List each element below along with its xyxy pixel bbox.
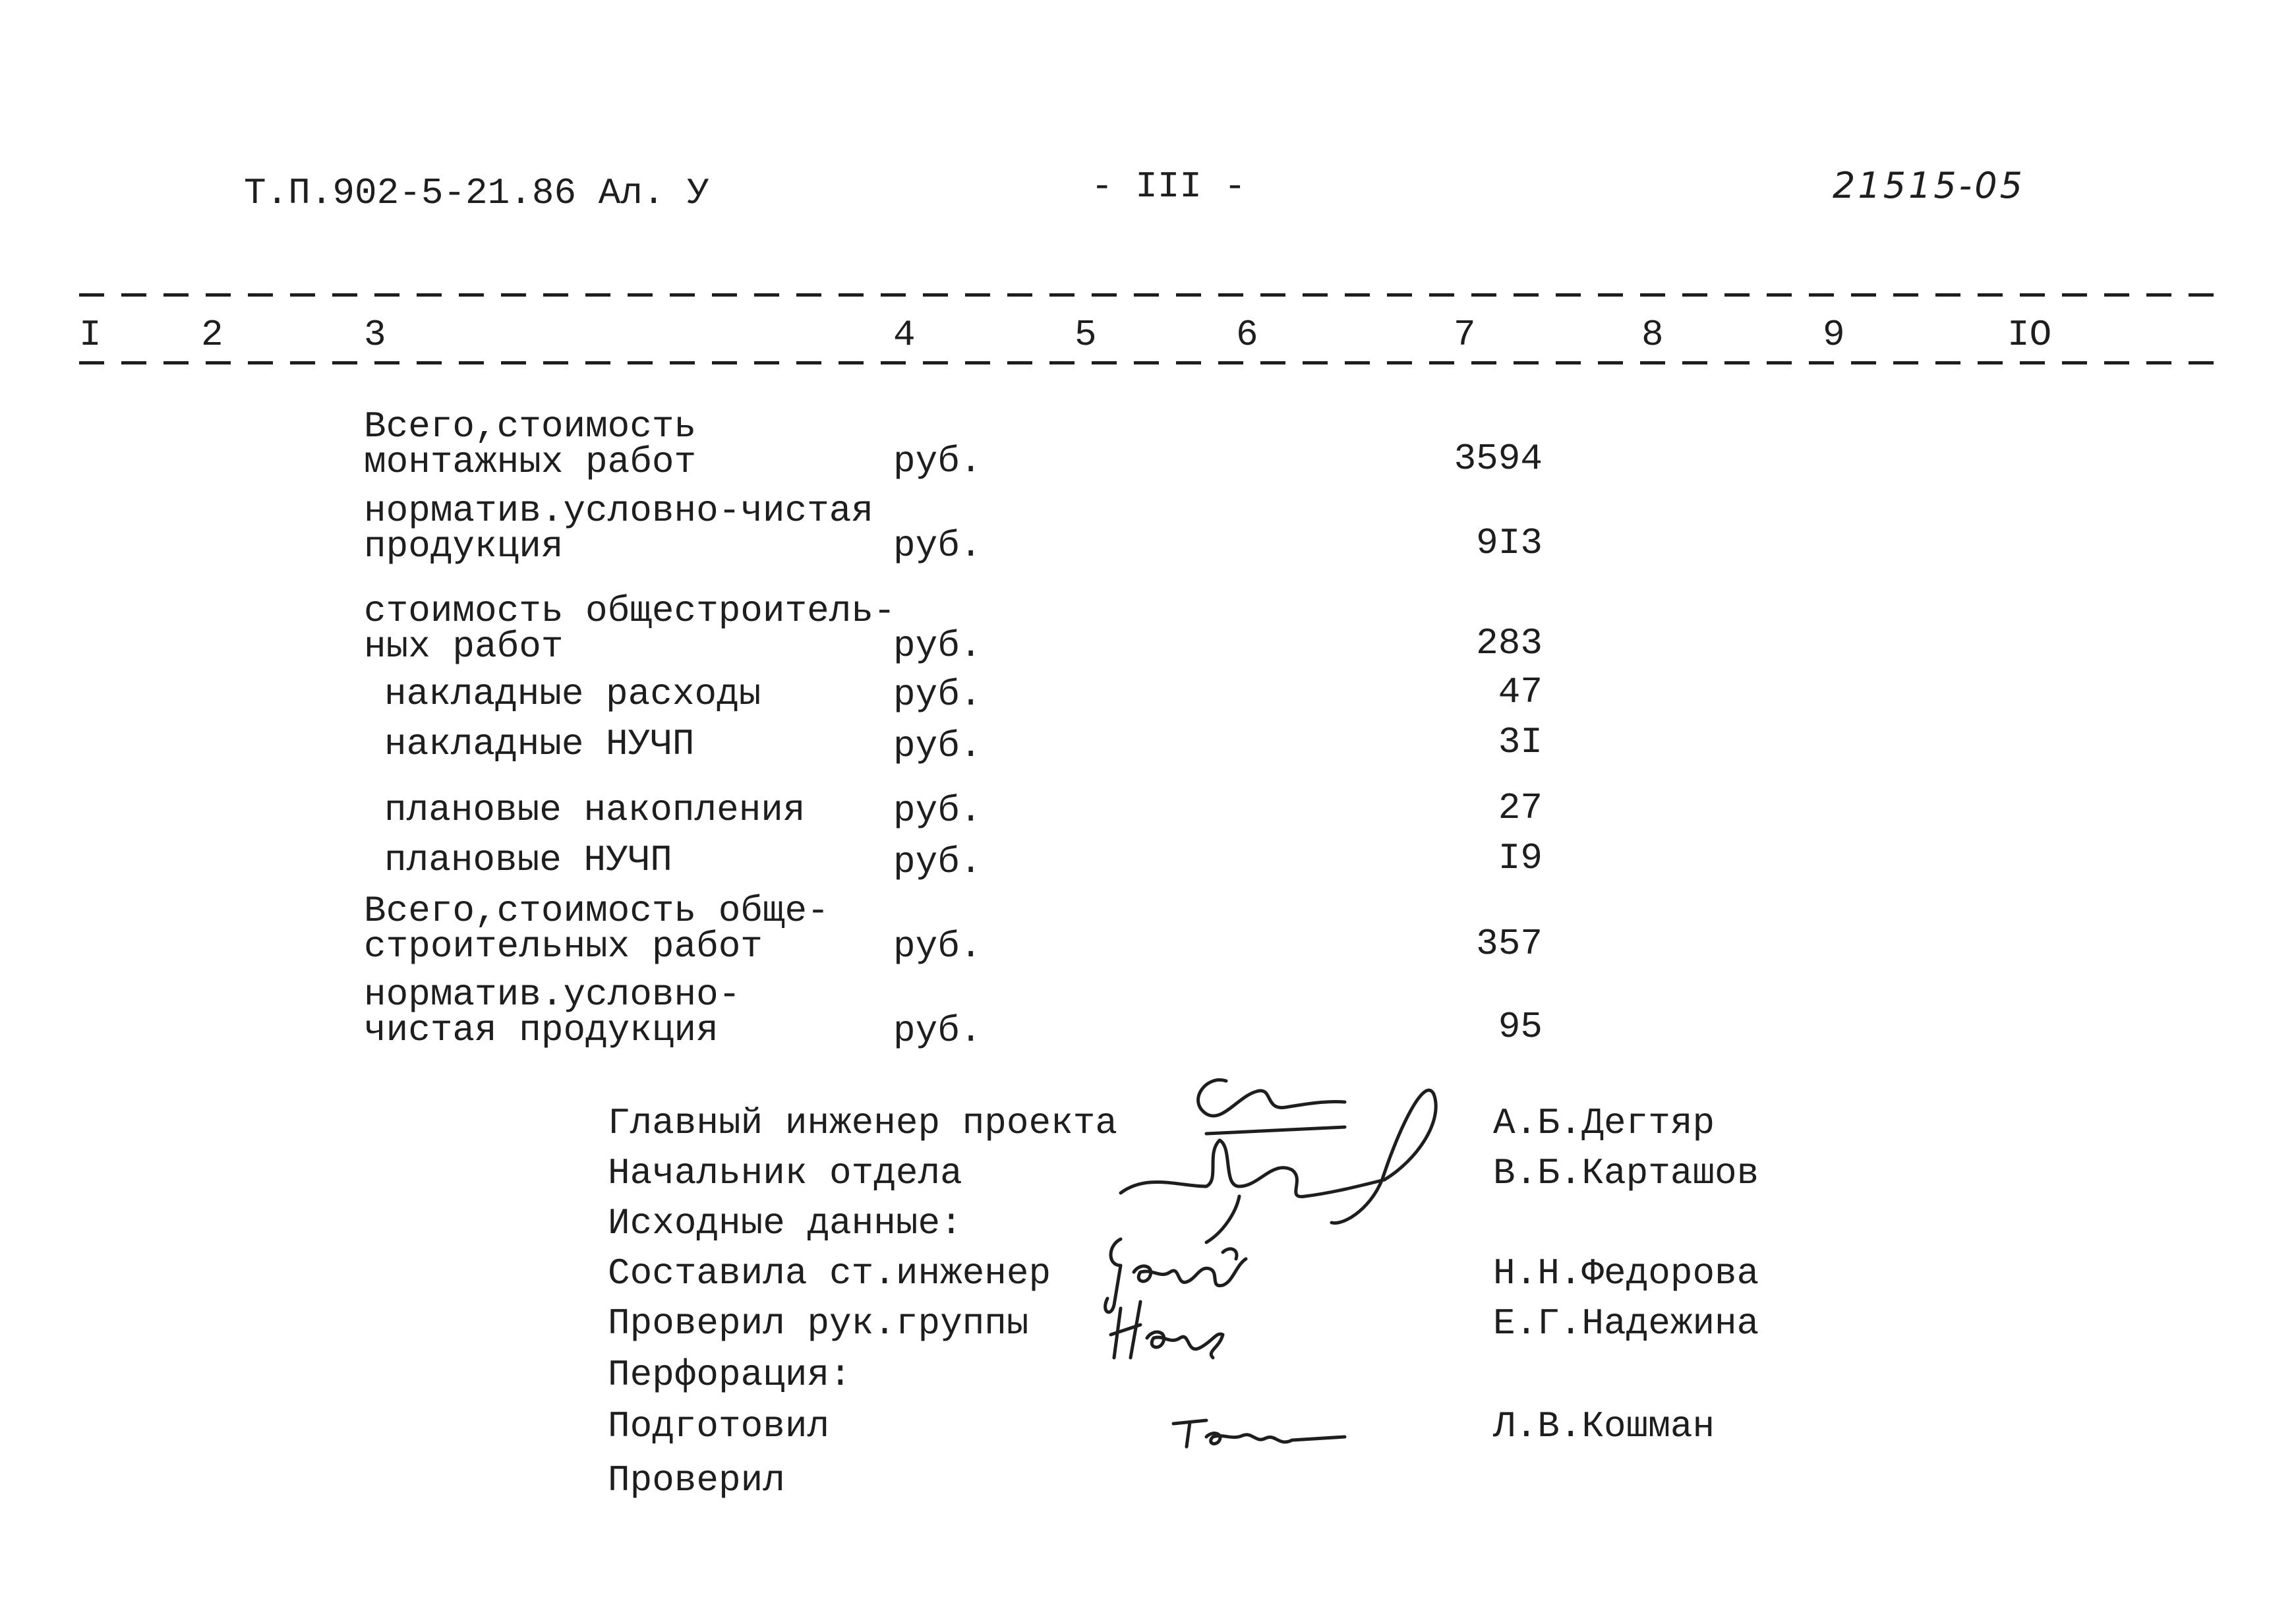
header-rule-bottom [79, 361, 2222, 364]
column-number-10: IO [2007, 314, 2052, 356]
column-number-9: 9 [1823, 314, 1845, 356]
signoff-role: Подготовил [608, 1405, 830, 1447]
signature-group-leader [1101, 1295, 1233, 1368]
row-value: 283 [1476, 622, 1543, 664]
row-value: 27 [1498, 787, 1543, 829]
row-unit: руб. [893, 925, 982, 968]
column-number-2: 2 [201, 314, 223, 356]
row-label: плановые НУЧП [384, 839, 672, 881]
signoff-role: Главный инженер проекта [608, 1102, 1117, 1144]
column-number-7: 7 [1454, 314, 1476, 356]
signoff-role: Проверил рук.группы [608, 1302, 1029, 1345]
row-unit: руб. [893, 440, 982, 482]
signoff-name: В.Б.Карташов [1493, 1152, 1759, 1194]
row-label: накладные расходы [384, 673, 761, 715]
column-number-3: 3 [364, 314, 386, 356]
row-unit: руб. [893, 790, 982, 832]
row-value: 357 [1476, 923, 1543, 965]
page-number: - III - [1091, 165, 1247, 208]
header-rule-top [79, 293, 2222, 297]
row-value: I9 [1498, 837, 1543, 879]
row-unit: руб. [893, 625, 982, 667]
column-number-4: 4 [893, 314, 916, 356]
row-label: Всего,стоимость обще- строительных работ [364, 890, 829, 968]
signoff-role: Начальник отдела [608, 1152, 962, 1194]
column-number-5: 5 [1074, 314, 1097, 356]
signoff-role: Проверил [608, 1459, 785, 1501]
signoff-name: Н.Н.Федорова [1493, 1252, 1759, 1294]
row-unit: руб. [893, 1010, 982, 1052]
document-reference: Т.П.902-5-21.86 Ал. У [244, 172, 709, 214]
row-value: 95 [1498, 1006, 1543, 1048]
signoff-name: Е.Г.Надежина [1493, 1302, 1759, 1345]
row-label: норматив.условно-чистая продукция [364, 490, 873, 567]
row-label: плановые накопления [384, 789, 806, 831]
signoff-role: Исходные данные: [608, 1202, 962, 1244]
column-number-1: I [79, 314, 102, 356]
signoff-role: Составила ст.инженер [608, 1252, 1051, 1294]
row-unit: руб. [893, 525, 982, 567]
row-label: накладные НУЧП [384, 723, 695, 765]
row-label: стоимость общестроитель- ных работ [364, 590, 896, 668]
row-label: норматив.условно- чистая продукция [364, 973, 741, 1051]
row-value: 9I3 [1476, 522, 1543, 564]
signoff-name: Л.В.Кошман [1493, 1405, 1715, 1447]
document-code: 21515-05 [1833, 165, 2025, 206]
signature-chief-engineer [1107, 1055, 1463, 1252]
row-value: 47 [1498, 671, 1543, 713]
column-number-6: 6 [1236, 314, 1258, 356]
signature-preparer [1160, 1410, 1358, 1463]
row-value: 3594 [1454, 438, 1543, 480]
row-unit: руб. [893, 841, 982, 883]
row-label: Всего,стоимость монтажных работ [364, 405, 697, 483]
row-unit: руб. [893, 725, 982, 767]
column-number-8: 8 [1641, 314, 1664, 356]
row-value: 3I [1498, 721, 1543, 763]
signoff-name: А.Б.Дегтяр [1493, 1102, 1715, 1144]
row-unit: руб. [893, 674, 982, 716]
signoff-role: Перфорация: [608, 1354, 852, 1396]
